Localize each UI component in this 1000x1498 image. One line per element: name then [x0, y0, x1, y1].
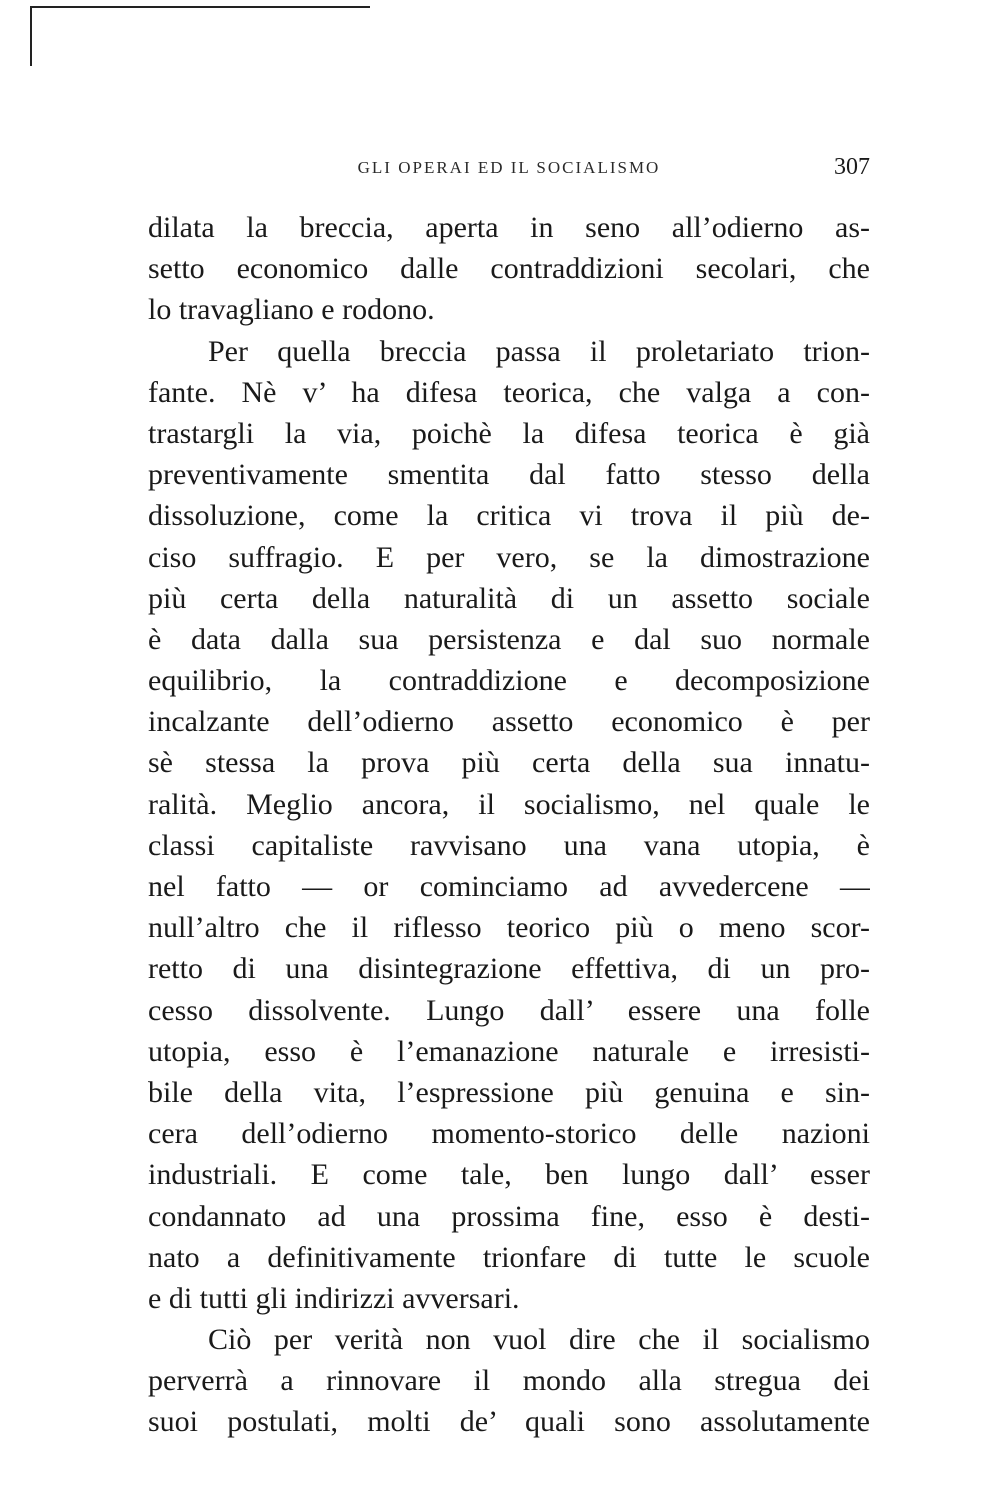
- running-header: [148, 154, 870, 194]
- text-line: null’altro che il riflesso teorico più o meno scor-: [148, 911, 870, 945]
- text-line: equilibrio, la contraddizione e decomposizione: [148, 664, 870, 698]
- text-line: retto di una disintegrazione effettiva, di un pro-: [148, 952, 870, 986]
- text-line: cera dell’odierno momento-storico delle nazioni: [148, 1117, 870, 1151]
- text-line: lo travagliano e rodono.: [148, 293, 435, 327]
- text-line: preventivamente smentita dal fatto stesso della: [148, 458, 870, 492]
- text-line: cesso dissolvente. Lungo dall’ essere una folle: [148, 993, 870, 1027]
- page-number: 307: [834, 154, 870, 180]
- text-line: più certa della naturalità di un assetto sociale: [148, 581, 870, 615]
- text-line: è data dalla sua persistenza e dal suo normale: [148, 622, 870, 656]
- text-line: sè stessa la prova più certa della sua innatu-: [148, 746, 870, 780]
- text-line: suoi postulati, molti de’ quali sono assolutamente: [148, 1405, 870, 1439]
- body-text: [148, 207, 870, 1443]
- text-line: setto economico dalle contraddizioni secolari, che: [148, 252, 870, 286]
- text-line: ciso suffragio. E per vero, se la dimostrazione: [148, 540, 870, 574]
- text-line: utopia, esso è l’emanazione naturale e irresisti-: [148, 1034, 870, 1068]
- running-title: GLI OPERAI ED IL SOCIALISMO: [357, 158, 661, 177]
- text-line: dissoluzione, come la critica vi trova il più de-: [148, 499, 870, 533]
- text-line: condannato ad una prossima fine, esso è desti-: [148, 1199, 870, 1233]
- text-line: nel fatto — or cominciamo ad avvedercene —: [148, 870, 870, 903]
- text-line: nato a definitivamente trionfare di tutte le scuole: [148, 1240, 870, 1274]
- text-line: classi capitaliste ravvisano una vana utopia, è: [148, 828, 870, 862]
- text-line: trastargli la via, poichè la difesa teorica è già: [148, 416, 870, 450]
- text-line: Per quella breccia passa il proletariato trion-: [208, 334, 870, 368]
- text-line: incalzante dell’odierno assetto economico è per: [148, 705, 870, 739]
- text-line: ralità. Meglio ancora, il socialismo, nel quale le: [148, 787, 870, 821]
- text-line: fante. Nè v’ ha difesa teorica, che valga a con-: [148, 375, 870, 409]
- text-line: industriali. E come tale, ben lungo dall’ esser: [148, 1158, 870, 1192]
- scan-border-top: [30, 6, 370, 8]
- text-line: bile della vita, l’espressione più genuina e sin-: [148, 1075, 870, 1109]
- text-line: e di tutti gli indirizzi avversari.: [148, 1281, 520, 1315]
- text-line: perverrà a rinnovare il mondo alla stregua dei: [148, 1364, 870, 1398]
- text-line: dilata la breccia, aperta in seno all’odierno as-: [148, 211, 870, 244]
- text-line: Ciò per verità non vuol dire che il socialismo: [208, 1323, 870, 1357]
- scan-border-left: [30, 6, 32, 66]
